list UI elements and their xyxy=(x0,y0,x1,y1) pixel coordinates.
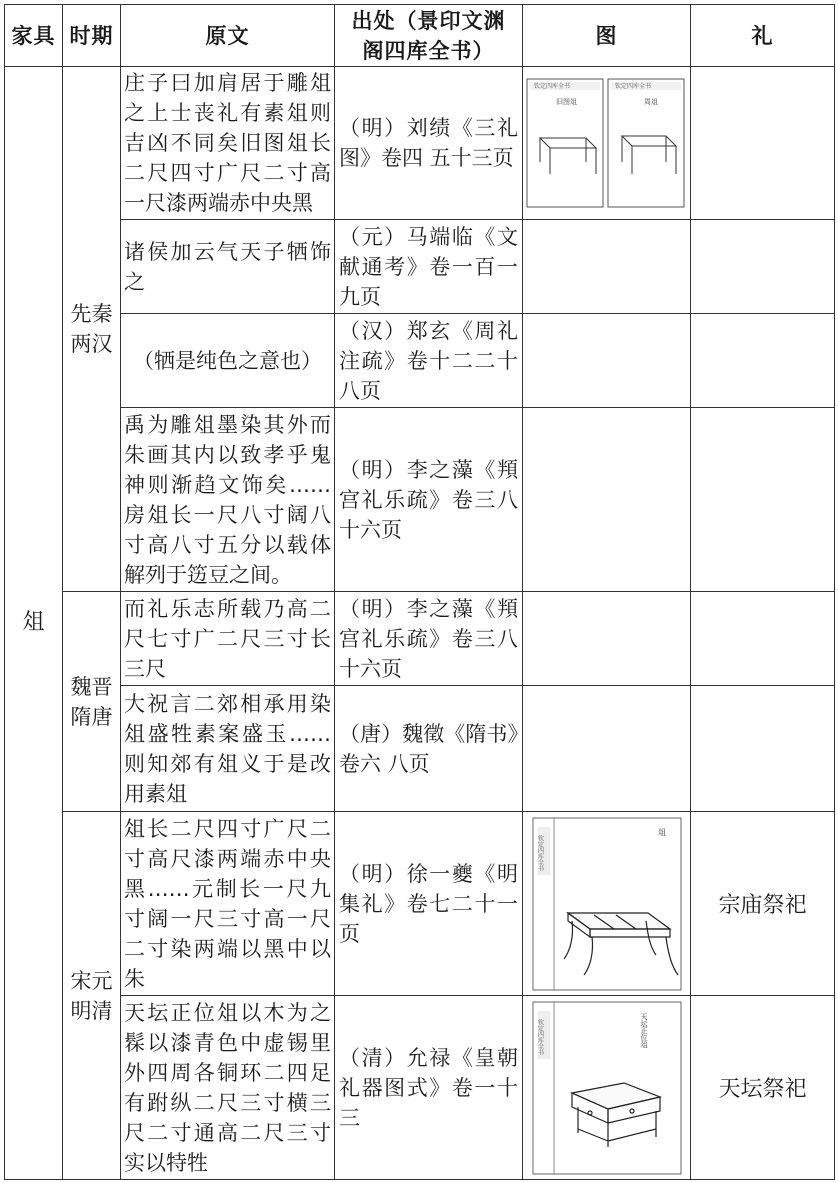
text-cell: 庄子曰加肩居于雕俎之上士丧礼有素俎则吉凶不同矣旧图俎长二尺四寸广尺二寸高一尺漆两端赤中央黑 xyxy=(121,67,335,220)
rite-cell xyxy=(691,686,835,812)
text-cell: 诸侯加云气天子牺饰之 xyxy=(121,220,335,314)
fig3-header: 钦定四库全书 xyxy=(536,1018,543,1055)
source-cell: （元）马端临《文献通考》卷一百一九页 xyxy=(335,220,523,314)
rite-cell: 宗庙祭祀 xyxy=(691,812,835,996)
period-cell xyxy=(63,592,121,812)
text-cell: （牺是纯色之意也） xyxy=(121,314,335,408)
figure-cell xyxy=(523,67,691,220)
table-row xyxy=(5,408,835,592)
text-cell: 大祝言二郊相承用染俎盛牲素案盛玉……则知郊有俎义于是改用素俎 xyxy=(121,686,335,812)
fig1-right-caption: 周俎 xyxy=(644,98,658,106)
header-figure: 图 xyxy=(523,5,691,67)
figure-cell xyxy=(523,408,691,592)
rite-cell xyxy=(691,592,835,686)
header-period: 时期 xyxy=(63,5,121,67)
source-cell: （明）李之藻《頖宫礼乐疏》卷三八十六页 xyxy=(335,592,523,686)
table-row xyxy=(5,686,835,812)
header-furniture: 家具 xyxy=(5,5,63,67)
source-cell: （唐）魏徵《隋书》卷六 八页 xyxy=(335,686,523,812)
figure-image-altar-zu xyxy=(532,1001,682,1175)
header-row xyxy=(5,5,835,67)
text-cell: 天坛正位俎以木为之髹以漆青色中虚锡里外四周各铜环二四足有跗纵二尺三寸横三尺二寸通高二尺三寸实以特牲 xyxy=(121,996,335,1180)
figure-cell xyxy=(523,314,691,408)
table-row xyxy=(5,996,835,1180)
period-label: 魏晋隋唐 xyxy=(70,674,113,729)
rite-cell xyxy=(691,408,835,592)
period-cell xyxy=(63,67,121,592)
source-cell: （明）徐一夔《明集礼》卷七二十一页 xyxy=(335,812,523,996)
fig1-left-caption: 旧图俎 xyxy=(556,98,577,106)
table-row xyxy=(5,314,835,408)
figure-cell xyxy=(523,592,691,686)
source-cell: （明）刘绩《三礼图》卷四 五十三页 xyxy=(335,67,523,220)
source-cell: （明）李之藻《頖宫礼乐疏》卷三八十六页 xyxy=(335,408,523,592)
rite-cell xyxy=(691,314,835,408)
rite-cell xyxy=(691,67,835,220)
table-row xyxy=(5,592,835,686)
text-cell: 俎长二尺四寸广尺二寸高尺漆两端赤中央黑……元制长一尺九寸阔一尺三寸高一尺二寸染两端以黑中以朱 xyxy=(121,812,335,996)
fig3-caption: 天坛正位俎 xyxy=(639,1012,648,1048)
furniture-cell: 俎 xyxy=(5,67,63,1180)
period-label: 宋元明清 xyxy=(70,968,113,1023)
period-cell xyxy=(63,812,121,1180)
header-text: 原文 xyxy=(121,5,335,67)
figure-cell xyxy=(523,996,691,1180)
figure-image-table-drawings xyxy=(526,78,686,208)
figure-cell xyxy=(523,220,691,314)
source-cell: （汉）郑玄《周礼注疏》卷十二二十八页 xyxy=(335,314,523,408)
figure-image-zu-table xyxy=(532,817,682,991)
source-cell: （清）允禄《皇朝礼器图式》卷一十三 xyxy=(335,996,523,1180)
figure-cell xyxy=(523,686,691,812)
text-cell: 而礼乐志所载乃高二尺七寸广二尺三寸长三尺 xyxy=(121,592,335,686)
fig1-right-header: 钦定四库全书 xyxy=(615,83,652,90)
header-source: 出处（景印文渊阁四库全书） xyxy=(335,5,523,67)
header-rite: 礼 xyxy=(691,5,835,67)
furniture-table xyxy=(4,4,835,1180)
table-row xyxy=(5,220,835,314)
rite-cell xyxy=(691,220,835,314)
period-label: 先秦两汉 xyxy=(70,302,113,356)
fig1-left-header: 钦定四库全书 xyxy=(534,83,571,90)
fig2-caption: 俎 xyxy=(657,827,666,837)
rite-cell: 天坛祭祀 xyxy=(691,996,835,1180)
table-row xyxy=(5,812,835,996)
table-row xyxy=(5,67,835,220)
text-cell: 禹为雕俎墨染其外而朱画其内以致孝乎鬼神则渐趋文饰矣……房俎长一尺八寸阔八寸高八寸五分以载体解列于笾豆之间。 xyxy=(121,408,335,592)
fig2-header: 钦定四库全书 xyxy=(536,834,543,871)
figure-cell xyxy=(523,812,691,996)
